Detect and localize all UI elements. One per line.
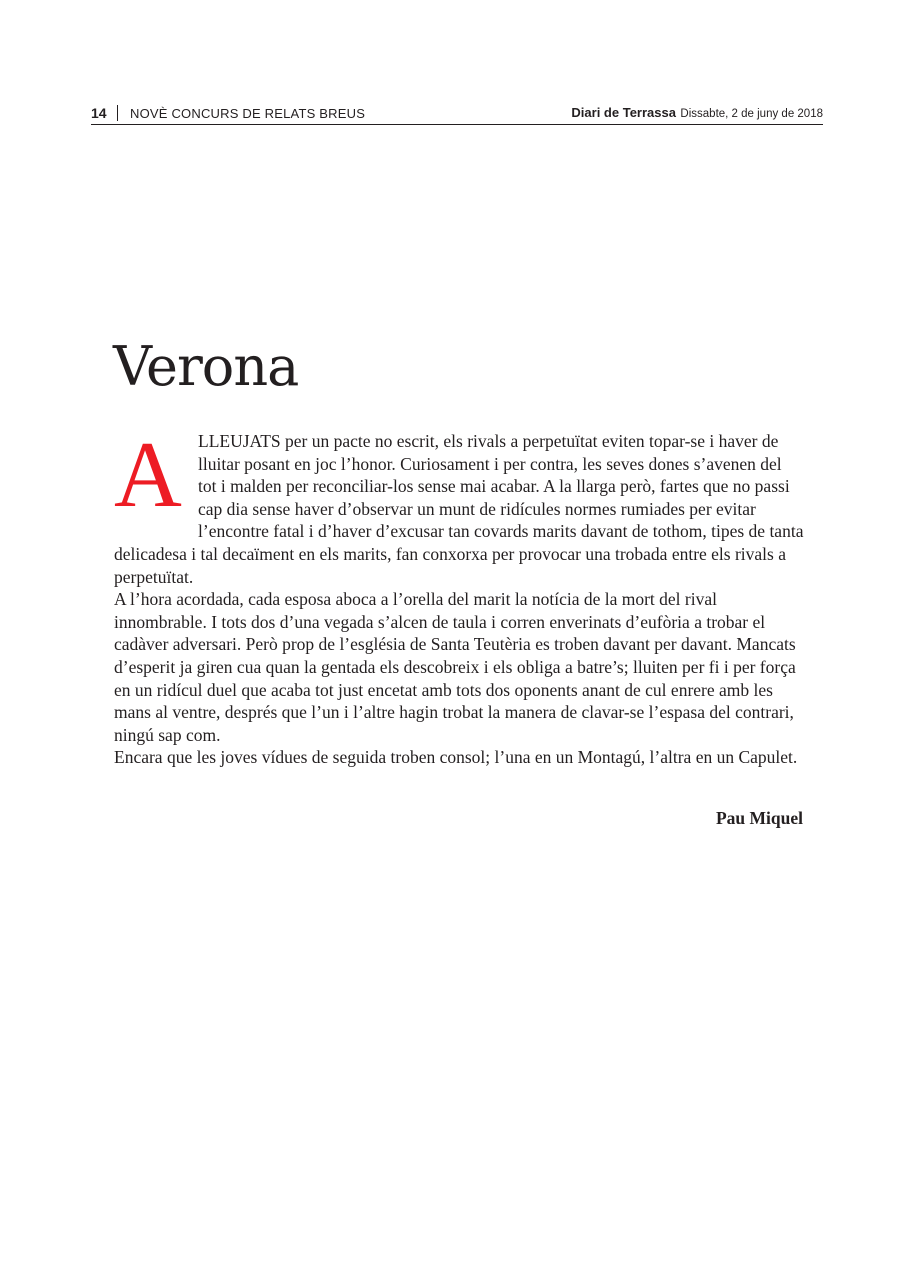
issue-date: Dissabte, 2 de juny de 2018: [680, 108, 823, 120]
section-title: NOVÈ CONCURS DE RELATS BREUS: [130, 106, 366, 121]
paragraph-1-text: LLEUJATS per un pacte no escrit, els rivals a perpetuïtat eviten topar-se i haver de lluitar posant en joc l’honor. Curiosament i per contra, les seves dones s’avenen del tot i malden per reconciliar-los sense mai acabar. A la llarga però, fartes que no passi cap dia sense haver d’observar un munt de ridícules normes rumiades per evitar l’encontre fatal i d’haver d’excusar tan covards marits davant de tothom, tipes de tanta delicadesa i tal decaïment en els marits, fan conxorxa per provocar una trobada entre els rivals a perpetuïtat.: [114, 431, 804, 587]
article-paragraph-2: A l’hora acordada, cada esposa aboca a l’orella del marit la notícia de la mort del rival innombrable. I tots dos d’una vegada s’alcen de taula i corren enverinats d’eufòria a trobar el cadàver adversari. Però prop de l’església de Santa Teutèria es troben davant per davant. Mancats d’esperit ja giren cua quan la gentada els descobreix i els obliga a batre’s; lluiten per fi i per força en un ridícul duel que acaba tot just encetat amb tots dos oponents anant de cul enrere amb les mans al ventre, després que l’un i l’altre hagin trobat la manera de clavar-se l’espasa del contrari, ningú sap com.: [114, 589, 796, 745]
header-divider: [117, 105, 118, 121]
drop-cap: A: [114, 423, 182, 527]
newspaper-name: Diari de Terrassa: [571, 105, 676, 120]
page-number: 14: [91, 105, 107, 121]
article-body: [114, 423, 804, 769]
article-paragraph-3: Encara que les joves vídues de seguida troben consol; l’una en un Montagú, l’altra en un Capulet.: [114, 747, 798, 768]
article-title: Verona: [113, 335, 299, 398]
author-byline: Pau Miquel: [715, 808, 803, 828]
article-paragraph-1: [114, 423, 804, 588]
page-header: [91, 104, 823, 125]
publication-info: [571, 105, 823, 122]
